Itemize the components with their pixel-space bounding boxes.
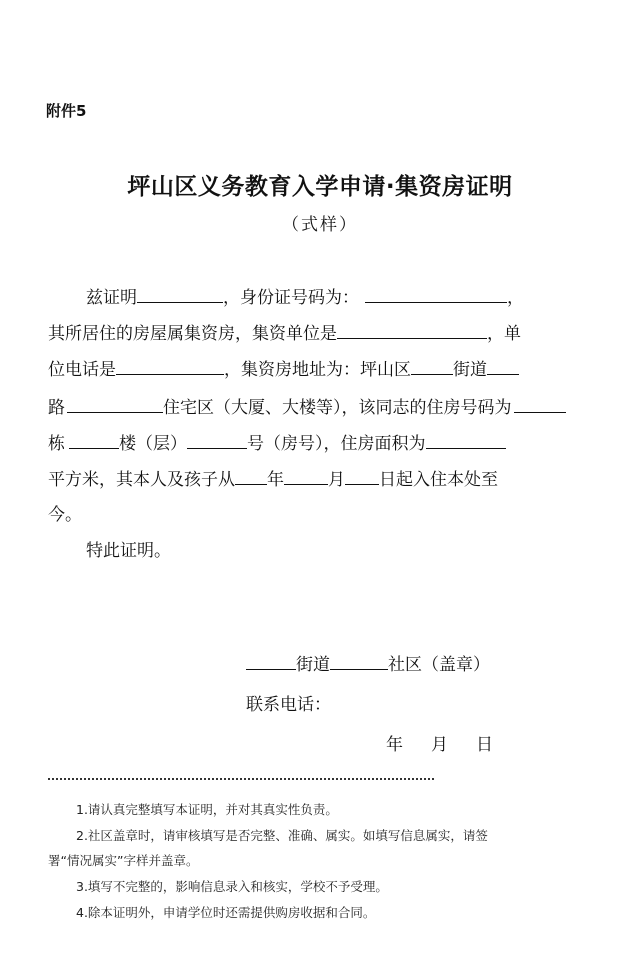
day-blank[interactable] xyxy=(345,466,379,485)
body-text: ，单 xyxy=(487,324,521,344)
stamp-line xyxy=(246,650,490,675)
road-name-blank[interactable] xyxy=(67,394,163,413)
name-blank[interactable] xyxy=(137,284,223,303)
body-line-7: 今。 xyxy=(48,505,82,525)
month-blank[interactable] xyxy=(284,466,328,485)
body-text: 其所居住的房屋属集资房，集资单位是 xyxy=(48,324,337,344)
body-text: 日起入住本处至 xyxy=(379,470,498,490)
date-line xyxy=(386,730,493,755)
body-text: 楼（层） xyxy=(119,434,187,454)
road-blank[interactable] xyxy=(487,356,519,375)
area-blank[interactable] xyxy=(426,430,506,449)
contact-phone-label: 联系电话： xyxy=(246,695,331,715)
year-label: 年 xyxy=(386,735,403,755)
body-text: 月 xyxy=(328,470,345,490)
unit-blank[interactable] xyxy=(337,320,487,339)
street-blank[interactable] xyxy=(411,356,453,375)
community-stamp-label: 社区（盖章） xyxy=(388,655,490,675)
sign-street-blank[interactable] xyxy=(246,651,296,670)
body-text: ，集资房地址为：坪山区 xyxy=(224,360,411,380)
id-number-blank[interactable] xyxy=(365,284,507,303)
body-text: 住宅区（大厦、大楼等），该同志的住房号码为 xyxy=(163,398,512,418)
body-text: 平方米，其本人及孩子从 xyxy=(48,470,235,490)
house-number-blank[interactable] xyxy=(514,394,566,413)
document-subtitle: （式样） xyxy=(282,215,358,235)
body-text: ， xyxy=(507,288,524,308)
attachment-label: 附件5 xyxy=(46,102,87,120)
note-4: 4.除本证明外，申请学位时还需提供购房收据和合同。 xyxy=(76,905,376,920)
body-line-4 xyxy=(48,394,566,419)
body-line-5 xyxy=(48,430,506,455)
floor-blank[interactable] xyxy=(187,430,247,449)
body-line-6 xyxy=(48,466,498,491)
document-title: 坪山区义务教育入学申请·集资房证明 xyxy=(127,174,513,200)
note-2: 2.社区盖章时，请审核填写是否完整、准确、属实。如填写信息属实，请签 xyxy=(76,828,488,843)
body-text: 兹证明 xyxy=(86,288,137,308)
year-blank[interactable] xyxy=(235,466,267,485)
body-text: ，身份证号码为： xyxy=(223,288,359,308)
body-line-3 xyxy=(48,356,519,381)
body-text: 栋 xyxy=(48,434,65,454)
body-line-2 xyxy=(48,320,521,345)
note-2-continued: 署“情况属实”字样并盖章。 xyxy=(48,853,199,868)
dotted-divider xyxy=(48,778,434,780)
body-text: 位电话是 xyxy=(48,360,116,380)
unit-phone-blank[interactable] xyxy=(116,356,224,375)
note-1: 1.请认真完整填写本证明，并对其真实性负责。 xyxy=(76,802,338,817)
body-text: 年 xyxy=(267,470,284,490)
month-label: 月 xyxy=(431,735,448,755)
body-text: 路 xyxy=(48,398,65,418)
body-line-1 xyxy=(86,284,524,309)
closing-line: 特此证明。 xyxy=(86,541,171,561)
note-3: 3.填写不完整的，影响信息录入和核实，学校不予受理。 xyxy=(76,879,388,894)
sign-community-blank[interactable] xyxy=(330,651,388,670)
day-label: 日 xyxy=(476,735,493,755)
building-blank[interactable] xyxy=(69,430,119,449)
body-text: 号（房号），住房面积为 xyxy=(247,434,426,454)
street-label: 街道 xyxy=(296,655,330,675)
body-text: 街道 xyxy=(453,360,487,380)
